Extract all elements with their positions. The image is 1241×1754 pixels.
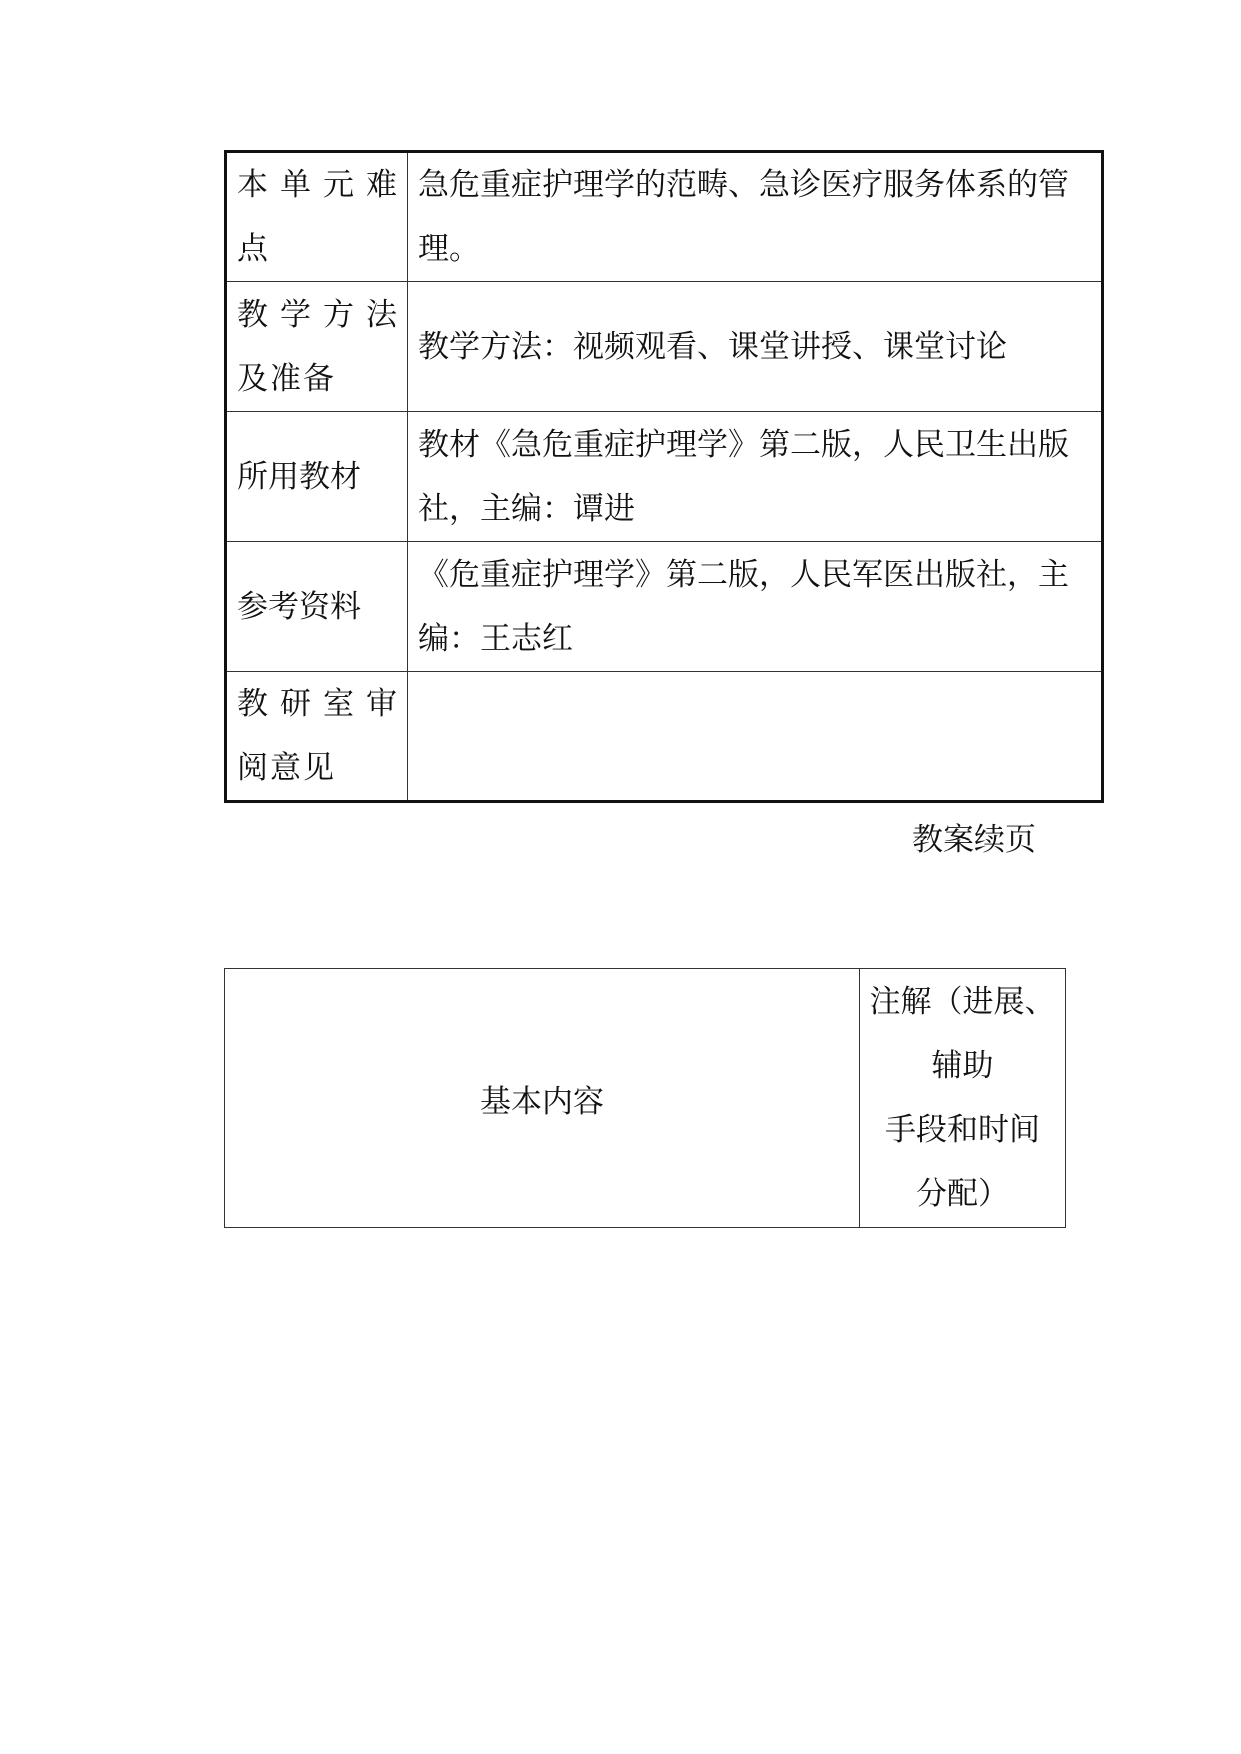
row-content-references: 《危重症护理学》第二版，人民军医出版社，主编：王志红 bbox=[408, 542, 1103, 672]
table-row bbox=[226, 412, 1103, 542]
notes-header bbox=[860, 969, 1066, 1228]
notes-header-line: 注解（进展、 bbox=[869, 984, 1056, 1020]
table-row bbox=[226, 152, 1103, 282]
label-line: 及准备 bbox=[237, 360, 336, 397]
label-line: 教研室审 bbox=[237, 686, 399, 722]
label-line: 阅意见 bbox=[237, 750, 336, 786]
notes-header-line: 分配） bbox=[916, 1176, 1009, 1212]
row-label-method bbox=[226, 282, 408, 412]
content-table bbox=[224, 968, 1066, 1228]
continuation-page-title: 教案续页 bbox=[912, 822, 1036, 858]
lesson-info-table bbox=[224, 150, 1104, 803]
row-label-difficulty bbox=[226, 152, 408, 282]
table-row bbox=[226, 542, 1103, 672]
table-row bbox=[225, 969, 1066, 1228]
main-content-header: 基本内容 bbox=[225, 969, 860, 1228]
label-line: 点 bbox=[237, 231, 270, 267]
label-line: 本单元难 bbox=[237, 167, 399, 203]
row-label-textbook: 所用教材 bbox=[226, 412, 408, 542]
label-line: 教学方法 bbox=[237, 296, 399, 333]
row-content-difficulty: 急危重症护理学的范畴、急诊医疗服务体系的管理。 bbox=[408, 152, 1103, 282]
table-row bbox=[226, 672, 1103, 802]
notes-header-line: 手段和时间 bbox=[885, 1112, 1040, 1148]
table-row bbox=[226, 282, 1103, 412]
row-content-method: 教学方法：视频观看、课堂讲授、课堂讨论 bbox=[408, 282, 1103, 412]
row-content-review bbox=[408, 672, 1103, 802]
row-label-review bbox=[226, 672, 408, 802]
notes-header-line: 辅助 bbox=[931, 1048, 994, 1084]
row-label-references: 参考资料 bbox=[226, 542, 408, 672]
row-content-textbook: 教材《急危重症护理学》第二版，人民卫生出版社，主编：谭进 bbox=[408, 412, 1103, 542]
